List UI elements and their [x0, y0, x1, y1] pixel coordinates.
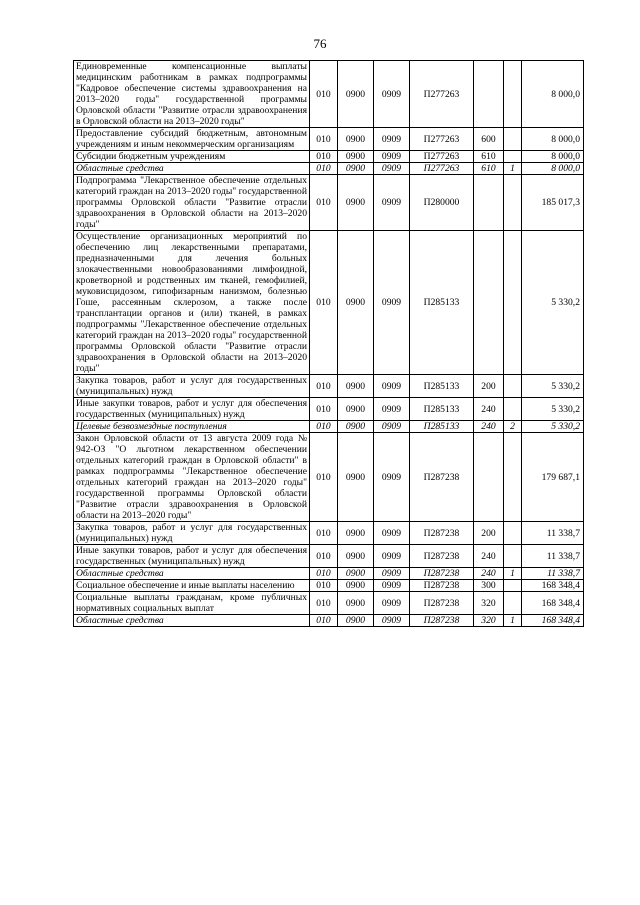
row-amount: 168 348,4: [522, 580, 584, 592]
row-amount: 5 330,2: [522, 398, 584, 421]
row-target-article: П287238: [410, 433, 474, 522]
row-source-code: [504, 522, 522, 545]
row-section-code: 0900: [338, 398, 374, 421]
row-amount: 8 000,0: [522, 163, 584, 175]
row-target-article: П285133: [410, 231, 474, 375]
row-ministry-code: 010: [310, 421, 338, 433]
row-source-code: [504, 61, 522, 128]
row-amount: 5 330,2: [522, 421, 584, 433]
row-description: Подпрограмма "Лекарственное обеспечение отдельных категорий граждан на 2013–2020 годы" государственной программы Орловской области "Развитие отрасли здравоохранения в Орловской области на 2013–2020 годы": [74, 175, 310, 231]
row-target-article: П277263: [410, 61, 474, 128]
row-description: Субсидии бюджетным учреждениям: [74, 151, 310, 163]
row-source-code: 1: [504, 615, 522, 627]
row-description: Областные средства: [74, 615, 310, 627]
row-target-article: П285133: [410, 398, 474, 421]
row-subsection-code: 0909: [374, 163, 410, 175]
row-expense-type: 200: [474, 522, 504, 545]
row-amount: 11 338,7: [522, 568, 584, 580]
row-target-article: П287238: [410, 522, 474, 545]
row-description: Предоставление субсидий бюджетным, автономным учреждениям и иным некоммерческим организациям: [74, 128, 310, 151]
row-section-code: 0900: [338, 151, 374, 163]
row-source-code: [504, 580, 522, 592]
row-subsection-code: 0909: [374, 592, 410, 615]
row-subsection-code: 0909: [374, 421, 410, 433]
row-source-code: [504, 545, 522, 568]
row-expense-type: 200: [474, 375, 504, 398]
row-amount: 8 000,0: [522, 61, 584, 128]
row-amount: 185 017,3: [522, 175, 584, 231]
row-section-code: 0900: [338, 421, 374, 433]
row-source-code: [504, 128, 522, 151]
row-description: Закон Орловской области от 13 августа 2009 года № 942-ОЗ "О льготном лекарственном обеспечении отдельных категорий граждан в Орловской области" в рамках подпрограммы "Лекарственное обеспечение отдельных категорий граждан на 2013–2020 годы" государственной программы Орловской области "Развитие отрасли здравоохранения в Орловской области на 2013–2020 годы": [74, 433, 310, 522]
row-ministry-code: 010: [310, 433, 338, 522]
row-section-code: 0900: [338, 433, 374, 522]
row-ministry-code: 010: [310, 615, 338, 627]
table-row: [74, 151, 584, 163]
row-target-article: П287238: [410, 592, 474, 615]
table-row: [74, 231, 584, 375]
row-source-code: 1: [504, 568, 522, 580]
row-source-code: 2: [504, 421, 522, 433]
row-source-code: [504, 151, 522, 163]
row-source-code: [504, 375, 522, 398]
table-row: [74, 568, 584, 580]
row-section-code: 0900: [338, 231, 374, 375]
row-expense-type: [474, 175, 504, 231]
page-number: 76: [313, 36, 327, 51]
row-ministry-code: 010: [310, 398, 338, 421]
row-source-code: [504, 231, 522, 375]
row-subsection-code: 0909: [374, 128, 410, 151]
row-source-code: [504, 592, 522, 615]
row-target-article: П285133: [410, 375, 474, 398]
row-ministry-code: 010: [310, 522, 338, 545]
row-amount: 5 330,2: [522, 231, 584, 375]
row-expense-type: 240: [474, 398, 504, 421]
row-section-code: 0900: [338, 163, 374, 175]
row-subsection-code: 0909: [374, 615, 410, 627]
row-description: Закупка товаров, работ и услуг для государственных (муниципальных) нужд: [74, 522, 310, 545]
row-expense-type: 320: [474, 592, 504, 615]
row-subsection-code: 0909: [374, 375, 410, 398]
row-description: Иные закупки товаров, работ и услуг для обеспечения государственных (муниципальных) нужд: [74, 398, 310, 421]
row-description: Областные средства: [74, 163, 310, 175]
row-amount: 5 330,2: [522, 375, 584, 398]
row-target-article: П277263: [410, 128, 474, 151]
row-subsection-code: 0909: [374, 522, 410, 545]
row-ministry-code: 010: [310, 580, 338, 592]
row-target-article: П277263: [410, 151, 474, 163]
table-row: [74, 163, 584, 175]
row-expense-type: 240: [474, 568, 504, 580]
row-amount: 8 000,0: [522, 151, 584, 163]
row-subsection-code: 0909: [374, 568, 410, 580]
row-description: Целевые безвозмездные поступления: [74, 421, 310, 433]
row-description: Закупка товаров, работ и услуг для государственных (муниципальных) нужд: [74, 375, 310, 398]
row-expense-type: 610: [474, 163, 504, 175]
table-row: [74, 522, 584, 545]
row-expense-type: [474, 61, 504, 128]
row-description: Иные закупки товаров, работ и услуг для обеспечения государственных (муниципальных) нужд: [74, 545, 310, 568]
row-target-article: П287238: [410, 580, 474, 592]
row-section-code: 0900: [338, 568, 374, 580]
row-ministry-code: 010: [310, 545, 338, 568]
row-section-code: 0900: [338, 175, 374, 231]
table-row: [74, 433, 584, 522]
row-ministry-code: 010: [310, 592, 338, 615]
budget-table: [73, 60, 584, 627]
row-subsection-code: 0909: [374, 398, 410, 421]
row-section-code: 0900: [338, 61, 374, 128]
row-subsection-code: 0909: [374, 580, 410, 592]
row-expense-type: 320: [474, 615, 504, 627]
row-section-code: 0900: [338, 545, 374, 568]
row-subsection-code: 0909: [374, 231, 410, 375]
row-section-code: 0900: [338, 580, 374, 592]
row-amount: 11 338,7: [522, 522, 584, 545]
row-section-code: 0900: [338, 592, 374, 615]
table-row: [74, 128, 584, 151]
table-row: [74, 615, 584, 627]
row-source-code: [504, 175, 522, 231]
row-expense-type: [474, 231, 504, 375]
table-row: [74, 398, 584, 421]
row-section-code: 0900: [338, 615, 374, 627]
row-source-code: [504, 398, 522, 421]
row-description: Социальные выплаты гражданам, кроме публичных нормативных социальных выплат: [74, 592, 310, 615]
row-ministry-code: 010: [310, 61, 338, 128]
row-target-article: П280000: [410, 175, 474, 231]
row-ministry-code: 010: [310, 163, 338, 175]
row-amount: 8 000,0: [522, 128, 584, 151]
table-row: [74, 580, 584, 592]
row-target-article: П287238: [410, 545, 474, 568]
row-section-code: 0900: [338, 522, 374, 545]
row-ministry-code: 010: [310, 231, 338, 375]
row-target-article: П285133: [410, 421, 474, 433]
row-ministry-code: 010: [310, 375, 338, 398]
row-ministry-code: 010: [310, 568, 338, 580]
row-expense-type: 240: [474, 545, 504, 568]
row-target-article: П277263: [410, 163, 474, 175]
row-source-code: [504, 433, 522, 522]
row-subsection-code: 0909: [374, 545, 410, 568]
row-amount: 168 348,4: [522, 592, 584, 615]
row-amount: 179 687,1: [522, 433, 584, 522]
row-amount: 168 348,4: [522, 615, 584, 627]
row-ministry-code: 010: [310, 128, 338, 151]
row-description: Осуществление организационных мероприятий по обеспечению лиц лекарственными препаратами, предназначенными для лечения больных злокачественными новообразованиями лимфоидной, кроветворной и родственных им тканей, гемофилией, муковисцидозом, гипофизарным нанизмом, болезнью Гоше, рассеянным склерозом, а также после трансплантации органов и (или) тканей, в рамках подпрограммы "Лекарственное обеспечение отдельных категорий граждан на 2013–2020 годы" государственной программы Орловской области "Развитие отрасли здравоохранения в Орловской области на 2013–2020 годы": [74, 231, 310, 375]
row-expense-type: 300: [474, 580, 504, 592]
row-target-article: П287238: [410, 568, 474, 580]
row-subsection-code: 0909: [374, 151, 410, 163]
table-row: [74, 545, 584, 568]
row-source-code: 1: [504, 163, 522, 175]
table-row: [74, 375, 584, 398]
row-expense-type: 600: [474, 128, 504, 151]
row-section-code: 0900: [338, 128, 374, 151]
row-expense-type: [474, 433, 504, 522]
table-row: [74, 61, 584, 128]
table-row: [74, 592, 584, 615]
row-description: Социальное обеспечение и иные выплаты населению: [74, 580, 310, 592]
row-target-article: П287238: [410, 615, 474, 627]
row-section-code: 0900: [338, 375, 374, 398]
row-amount: 11 338,7: [522, 545, 584, 568]
row-description: Областные средства: [74, 568, 310, 580]
row-expense-type: 240: [474, 421, 504, 433]
row-ministry-code: 010: [310, 151, 338, 163]
table-row: [74, 421, 584, 433]
row-subsection-code: 0909: [374, 175, 410, 231]
row-description: Единовременные компенсационные выплаты медицинским работникам в рамках подпрограммы "Кадровое обеспечение системы здравоохранения на 2013–2020 годы" государственной программы Орловской области "Развитие отрасли здравоохранения в Орловской области на 2013–2020 годы": [74, 61, 310, 128]
row-subsection-code: 0909: [374, 433, 410, 522]
row-expense-type: 610: [474, 151, 504, 163]
table-row: [74, 175, 584, 231]
row-ministry-code: 010: [310, 175, 338, 231]
row-subsection-code: 0909: [374, 61, 410, 128]
table-body: [74, 61, 584, 627]
